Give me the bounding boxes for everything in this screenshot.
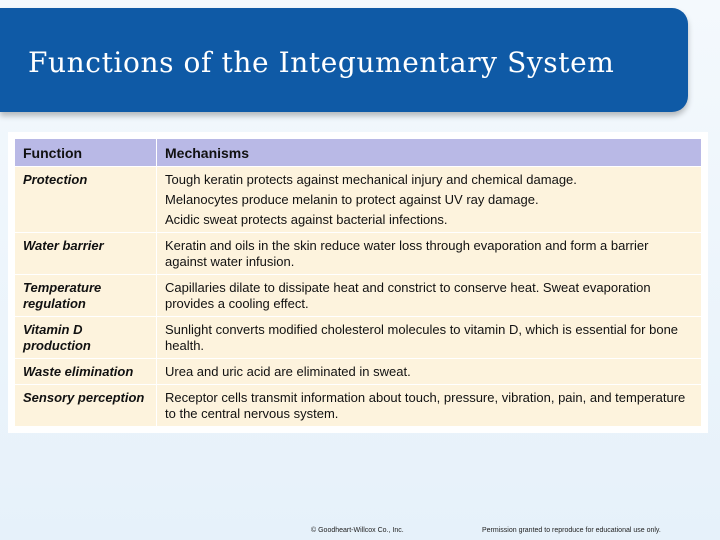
function-cell: Protection xyxy=(15,167,157,233)
table-row xyxy=(15,167,702,233)
table-row xyxy=(15,359,702,385)
mechanism-text: Capillaries dilate to dissipate heat and constrict to conserve heat. Sweat evaporation provides a cooling effect. xyxy=(165,280,651,311)
mechanism-text: Receptor cells transmit information about touch, pressure, vibration, pain, and temperature to the central nervous system. xyxy=(165,390,686,421)
slide-title: Functions of the Integumentary System xyxy=(28,46,615,79)
title-banner xyxy=(0,8,688,112)
function-cell: Waste elimination xyxy=(15,359,157,385)
permission-notice: Permission granted to reproduce for educational use only. xyxy=(482,527,661,534)
mechanism-text: Melanocytes produce melanin to protect against UV ray damage. xyxy=(165,192,539,207)
mechanisms-cell xyxy=(157,385,702,427)
function-cell: Water barrier xyxy=(15,233,157,275)
mechanism-text: Keratin and oils in the skin reduce water loss through evaporation and form a barrier against water infusion. xyxy=(165,238,649,269)
functions-table-container xyxy=(8,132,708,433)
mechanism-text: Acidic sweat protects against bacterial infections. xyxy=(165,212,448,227)
table-row xyxy=(15,275,702,317)
header-mechanisms: Mechanisms xyxy=(157,139,702,167)
function-cell: Vitamin D production xyxy=(15,317,157,359)
table-row xyxy=(15,233,702,275)
mechanism-text: Tough keratin protects against mechanical injury and chemical damage. xyxy=(165,172,577,187)
table-row xyxy=(15,385,702,427)
mechanism-text: Urea and uric acid are eliminated in sweat. xyxy=(165,364,411,379)
mechanisms-cell xyxy=(157,233,702,275)
functions-table xyxy=(14,138,702,427)
header-function: Function xyxy=(15,139,157,167)
mechanism-text: Sunlight converts modified cholesterol molecules to vitamin D, which is essential for bone health. xyxy=(165,322,679,353)
table-row xyxy=(15,317,702,359)
function-cell: Temperature regulation xyxy=(15,275,157,317)
mechanisms-cell xyxy=(157,317,702,359)
mechanisms-cell xyxy=(157,275,702,317)
function-cell: Sensory perception xyxy=(15,385,157,427)
mechanisms-cell xyxy=(157,167,702,233)
copyright-notice: © Goodheart-Willcox Co., Inc. xyxy=(311,527,404,534)
table-header-row xyxy=(15,139,702,167)
mechanisms-cell xyxy=(157,359,702,385)
